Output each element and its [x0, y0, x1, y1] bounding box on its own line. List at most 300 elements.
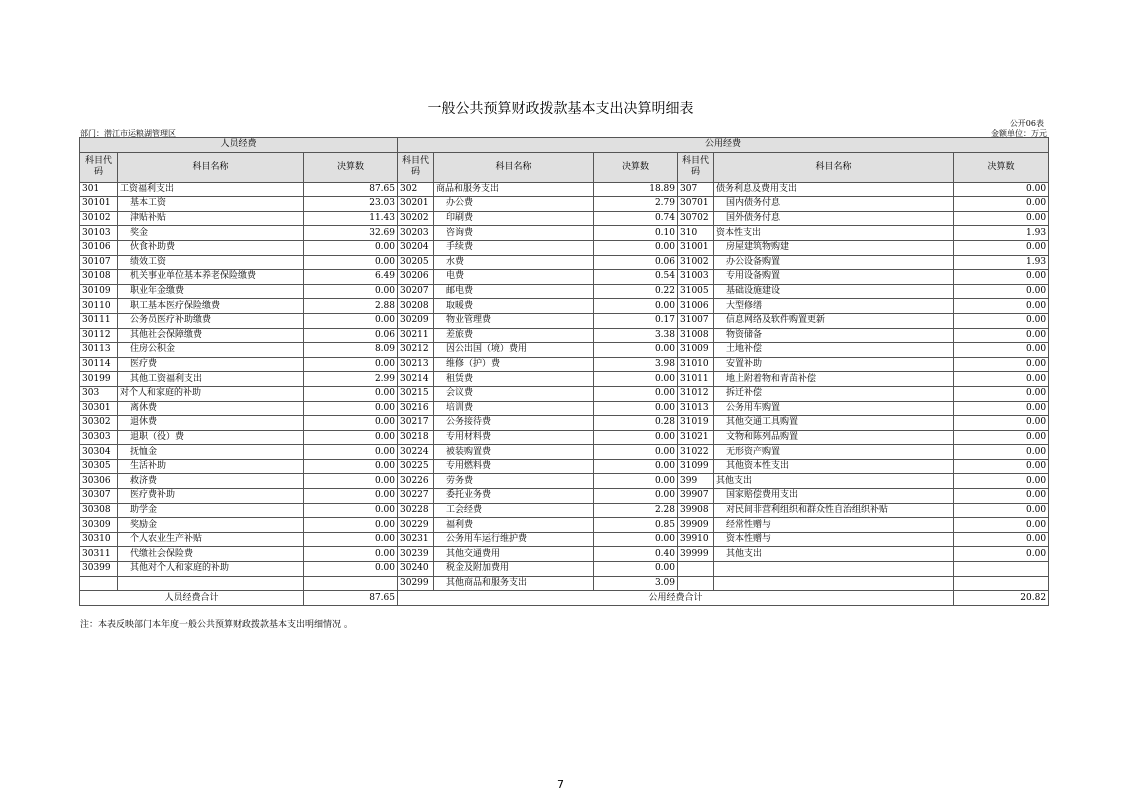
code-cell: 30225 — [398, 459, 434, 474]
name-cell: 地上附着物和青苗补偿 — [714, 372, 954, 387]
table-row — [80, 197, 1049, 212]
name-cell: 无形资产购置 — [714, 445, 954, 460]
name-cell: 公务员医疗补助缴费 — [118, 313, 304, 328]
amount-cell: 0.00 — [304, 532, 398, 547]
amount-cell: 0.00 — [954, 474, 1049, 489]
name-cell: 国内债务付息 — [714, 197, 954, 212]
name-cell: 对民间非营利组织和群众性自治组织补贴 — [714, 503, 954, 518]
table-row — [80, 430, 1049, 445]
name-cell: 会议费 — [434, 386, 594, 401]
amount-cell: 0.00 — [594, 459, 678, 474]
amount-cell: 0.00 — [304, 518, 398, 533]
amount-header: 决算数 — [954, 152, 1049, 182]
group-header-row — [80, 138, 1049, 153]
name-cell: 离休费 — [118, 401, 304, 416]
name-cell: 邮电费 — [434, 284, 594, 299]
name-cell: 机关事业单位基本养老保险缴费 — [118, 270, 304, 285]
amount-cell: 0.00 — [304, 313, 398, 328]
public-total-value: 20.82 — [954, 591, 1049, 606]
amount-cell: 0.00 — [954, 197, 1049, 212]
code-cell: 30306 — [80, 474, 118, 489]
page-number: 7 — [557, 778, 564, 791]
code-cell: 30215 — [398, 386, 434, 401]
code-cell — [678, 576, 714, 591]
code-cell: 31005 — [678, 284, 714, 299]
table-row — [80, 270, 1049, 285]
code-cell: 30113 — [80, 343, 118, 358]
table-row — [80, 547, 1049, 562]
code-cell: 30106 — [80, 240, 118, 255]
code-cell: 30229 — [398, 518, 434, 533]
amount-cell: 8.09 — [304, 343, 398, 358]
name-cell: 国外债务付息 — [714, 211, 954, 226]
code-cell: 31010 — [678, 357, 714, 372]
table-row — [80, 532, 1049, 547]
code-cell: 30240 — [398, 562, 434, 577]
name-cell: 其他社会保障缴费 — [118, 328, 304, 343]
name-header: 科目名称 — [714, 152, 954, 182]
code-cell: 30217 — [398, 416, 434, 431]
amount-cell: 0.06 — [304, 328, 398, 343]
code-cell: 30213 — [398, 357, 434, 372]
amount-cell: 0.00 — [594, 386, 678, 401]
name-cell: 其他支出 — [714, 547, 954, 562]
code-cell — [80, 576, 118, 591]
amount-cell: 2.28 — [594, 503, 678, 518]
code-cell: 39999 — [678, 547, 714, 562]
code-cell: 30108 — [80, 270, 118, 285]
name-cell: 其他资本性支出 — [714, 459, 954, 474]
table-row — [80, 401, 1049, 416]
name-cell: 大型修缮 — [714, 299, 954, 314]
name-cell: 其他交通工具购置 — [714, 416, 954, 431]
amount-cell: 1.93 — [954, 226, 1049, 241]
code-cell: 30228 — [398, 503, 434, 518]
page-title: 一般公共预算财政拨款基本支出决算明细表 — [427, 101, 694, 117]
amount-cell — [954, 576, 1049, 591]
name-cell: 培训费 — [434, 401, 594, 416]
code-cell: 30111 — [80, 313, 118, 328]
code-cell: 30303 — [80, 430, 118, 445]
name-cell: 退休费 — [118, 416, 304, 431]
table-row — [80, 562, 1049, 577]
table-row — [80, 459, 1049, 474]
name-cell: 咨询费 — [434, 226, 594, 241]
name-cell: 工会经费 — [434, 503, 594, 518]
code-cell: 302 — [398, 182, 434, 197]
name-header: 科目名称 — [118, 152, 304, 182]
code-cell: 30199 — [80, 372, 118, 387]
name-cell: 文物和陈列品购置 — [714, 430, 954, 445]
code-cell: 39910 — [678, 532, 714, 547]
name-cell: 房屋建筑物购建 — [714, 240, 954, 255]
amount-cell: 3.38 — [594, 328, 678, 343]
code-cell: 31022 — [678, 445, 714, 460]
code-cell: 31099 — [678, 459, 714, 474]
amount-cell: 0.00 — [594, 489, 678, 504]
amount-cell: 0.00 — [954, 386, 1049, 401]
expenditure-table — [79, 137, 1049, 606]
amount-cell: 0.00 — [954, 547, 1049, 562]
amount-cell: 0.00 — [954, 343, 1049, 358]
amount-cell: 0.85 — [594, 518, 678, 533]
code-cell: 399 — [678, 474, 714, 489]
table-row — [80, 416, 1049, 431]
code-cell: 30204 — [398, 240, 434, 255]
code-cell: 31008 — [678, 328, 714, 343]
amount-cell: 0.00 — [954, 372, 1049, 387]
name-cell: 福利费 — [434, 518, 594, 533]
table-row — [80, 386, 1049, 401]
table-row — [80, 474, 1049, 489]
name-cell: 国家赔偿费用支出 — [714, 489, 954, 504]
amount-cell: 0.00 — [304, 489, 398, 504]
table-row — [80, 240, 1049, 255]
name-cell: 医疗费 — [118, 357, 304, 372]
name-header: 科目名称 — [434, 152, 594, 182]
amount-cell: 0.00 — [304, 240, 398, 255]
amount-cell: 0.00 — [954, 445, 1049, 460]
amount-cell: 0.00 — [304, 386, 398, 401]
name-cell: 资本性赠与 — [714, 532, 954, 547]
code-cell: 31003 — [678, 270, 714, 285]
name-cell: 个人农业生产补贴 — [118, 532, 304, 547]
amount-cell: 0.00 — [594, 343, 678, 358]
amount-cell: 0.00 — [954, 357, 1049, 372]
code-cell: 30216 — [398, 401, 434, 416]
code-cell: 310 — [678, 226, 714, 241]
name-cell: 公务用车运行维护费 — [434, 532, 594, 547]
amount-cell: 0.00 — [954, 270, 1049, 285]
name-cell: 办公费 — [434, 197, 594, 212]
code-cell: 39909 — [678, 518, 714, 533]
name-cell: 债务利息及费用支出 — [714, 182, 954, 197]
amount-cell: 87.65 — [304, 182, 398, 197]
name-cell: 代缴社会保险费 — [118, 547, 304, 562]
amount-cell: 0.00 — [954, 430, 1049, 445]
code-cell: 30307 — [80, 489, 118, 504]
name-cell: 基本工资 — [118, 197, 304, 212]
code-cell: 30205 — [398, 255, 434, 270]
name-cell: 差旅费 — [434, 328, 594, 343]
amount-cell: 0.00 — [304, 430, 398, 445]
code-header: 科目代码 — [80, 152, 118, 182]
code-cell: 30310 — [80, 532, 118, 547]
amount-cell: 0.00 — [304, 503, 398, 518]
amount-cell: 0.00 — [954, 313, 1049, 328]
amount-cell: 0.00 — [304, 547, 398, 562]
code-cell: 303 — [80, 386, 118, 401]
amount-cell: 0.00 — [304, 562, 398, 577]
code-cell: 31009 — [678, 343, 714, 358]
amount-cell: 0.10 — [594, 226, 678, 241]
amount-cell: 0.00 — [954, 401, 1049, 416]
code-cell: 30107 — [80, 255, 118, 270]
name-cell: 拆迁补偿 — [714, 386, 954, 401]
code-cell: 30208 — [398, 299, 434, 314]
table-row — [80, 372, 1049, 387]
name-cell: 其他对个人和家庭的补助 — [118, 562, 304, 577]
table-row — [80, 299, 1049, 314]
name-cell: 工资福利支出 — [118, 182, 304, 197]
name-cell: 维修（护）费 — [434, 357, 594, 372]
amount-cell: 0.00 — [304, 357, 398, 372]
name-cell: 其他工资福利支出 — [118, 372, 304, 387]
name-cell: 奖金 — [118, 226, 304, 241]
name-cell: 退职（役）费 — [118, 430, 304, 445]
personnel-total-value: 87.65 — [304, 591, 398, 606]
name-cell: 住房公积金 — [118, 343, 304, 358]
name-cell: 取暖费 — [434, 299, 594, 314]
amount-cell: 0.40 — [594, 547, 678, 562]
name-cell: 商品和服务支出 — [434, 182, 594, 197]
code-cell: 30224 — [398, 445, 434, 460]
amount-cell: 0.00 — [304, 445, 398, 460]
amount-cell: 1.93 — [954, 255, 1049, 270]
name-cell: 助学金 — [118, 503, 304, 518]
code-cell: 30206 — [398, 270, 434, 285]
amount-header: 决算数 — [304, 152, 398, 182]
code-cell: 307 — [678, 182, 714, 197]
amount-cell: 0.00 — [954, 532, 1049, 547]
name-cell: 安置补助 — [714, 357, 954, 372]
name-cell: 租赁费 — [434, 372, 594, 387]
personnel-group-header: 人员经费 — [80, 138, 398, 153]
code-cell: 30109 — [80, 284, 118, 299]
amount-cell — [304, 576, 398, 591]
code-cell: 30309 — [80, 518, 118, 533]
name-cell: 经常性赠与 — [714, 518, 954, 533]
name-cell — [714, 576, 954, 591]
name-cell: 物业管理费 — [434, 313, 594, 328]
code-cell — [678, 562, 714, 577]
code-cell: 30304 — [80, 445, 118, 460]
name-cell: 资本性支出 — [714, 226, 954, 241]
amount-cell: 0.00 — [594, 474, 678, 489]
amount-cell: 0.74 — [594, 211, 678, 226]
code-cell: 31007 — [678, 313, 714, 328]
code-cell: 30302 — [80, 416, 118, 431]
name-cell: 生活补助 — [118, 459, 304, 474]
name-cell: 手续费 — [434, 240, 594, 255]
name-cell: 电费 — [434, 270, 594, 285]
name-cell: 办公设备购置 — [714, 255, 954, 270]
amount-cell: 0.00 — [954, 518, 1049, 533]
amount-cell: 0.00 — [954, 416, 1049, 431]
code-cell: 30202 — [398, 211, 434, 226]
amount-cell: 0.54 — [594, 270, 678, 285]
amount-cell: 3.98 — [594, 357, 678, 372]
code-cell: 30114 — [80, 357, 118, 372]
name-cell: 被装购置费 — [434, 445, 594, 460]
code-cell: 30299 — [398, 576, 434, 591]
amount-cell: 0.00 — [594, 240, 678, 255]
amount-cell: 6.49 — [304, 270, 398, 285]
amount-cell: 0.00 — [954, 503, 1049, 518]
code-cell: 30239 — [398, 547, 434, 562]
totals-row — [80, 591, 1049, 606]
amount-cell: 0.00 — [954, 299, 1049, 314]
amount-cell: 0.00 — [594, 299, 678, 314]
code-cell: 30209 — [398, 313, 434, 328]
code-cell: 30203 — [398, 226, 434, 241]
amount-cell: 0.00 — [954, 284, 1049, 299]
amount-cell: 0.00 — [594, 562, 678, 577]
table-row — [80, 357, 1049, 372]
name-cell: 职业年金缴费 — [118, 284, 304, 299]
code-cell: 30301 — [80, 401, 118, 416]
table-row — [80, 226, 1049, 241]
name-cell: 土地补偿 — [714, 343, 954, 358]
amount-cell: 0.00 — [594, 401, 678, 416]
amount-cell: 0.17 — [594, 313, 678, 328]
code-cell: 31002 — [678, 255, 714, 270]
name-cell: 印刷费 — [434, 211, 594, 226]
table-row — [80, 343, 1049, 358]
name-cell: 专用材料费 — [434, 430, 594, 445]
footnote: 注：本表反映部门本年度一般公共预算财政拨款基本支出明细情况 。 — [80, 620, 353, 630]
name-cell: 基础设施建设 — [714, 284, 954, 299]
code-cell: 31021 — [678, 430, 714, 445]
amount-cell: 2.79 — [594, 197, 678, 212]
amount-cell: 23.03 — [304, 197, 398, 212]
amount-cell: 11.43 — [304, 211, 398, 226]
code-cell: 30305 — [80, 459, 118, 474]
code-cell: 30226 — [398, 474, 434, 489]
name-cell: 其他交通费用 — [434, 547, 594, 562]
amount-cell: 0.00 — [304, 474, 398, 489]
name-cell: 公务接待费 — [434, 416, 594, 431]
amount-cell: 0.00 — [954, 489, 1049, 504]
code-header: 科目代码 — [398, 152, 434, 182]
amount-cell: 0.00 — [304, 459, 398, 474]
name-cell: 水费 — [434, 255, 594, 270]
amount-header: 决算数 — [594, 152, 678, 182]
amount-cell: 0.00 — [594, 430, 678, 445]
code-cell: 39908 — [678, 503, 714, 518]
table-row — [80, 313, 1049, 328]
name-cell: 专用设备购置 — [714, 270, 954, 285]
amount-cell: 18.89 — [594, 182, 678, 197]
table-row — [80, 284, 1049, 299]
table-row — [80, 489, 1049, 504]
code-cell: 30112 — [80, 328, 118, 343]
code-cell: 30214 — [398, 372, 434, 387]
code-cell: 30101 — [80, 197, 118, 212]
code-cell: 31013 — [678, 401, 714, 416]
code-cell: 30701 — [678, 197, 714, 212]
table-row — [80, 211, 1049, 226]
table-row — [80, 328, 1049, 343]
amount-cell: 32.69 — [304, 226, 398, 241]
amount-cell: 3.09 — [594, 576, 678, 591]
code-cell: 30103 — [80, 226, 118, 241]
unit-label: 金额单位：万元 — [991, 129, 1047, 138]
name-cell: 奖励金 — [118, 518, 304, 533]
amount-cell — [954, 562, 1049, 577]
personnel-total-label: 人员经费合计 — [80, 591, 304, 606]
code-cell: 30102 — [80, 211, 118, 226]
name-cell: 津贴补贴 — [118, 211, 304, 226]
name-cell — [714, 562, 954, 577]
name-cell: 信息网络及软件购置更新 — [714, 313, 954, 328]
amount-cell: 0.00 — [304, 284, 398, 299]
amount-cell: 0.00 — [304, 255, 398, 270]
name-cell: 因公出国（境）费用 — [434, 343, 594, 358]
code-cell: 30211 — [398, 328, 434, 343]
amount-cell: 0.06 — [594, 255, 678, 270]
table-row — [80, 182, 1049, 197]
name-cell: 其他支出 — [714, 474, 954, 489]
code-cell: 30399 — [80, 562, 118, 577]
name-cell: 职工基本医疗保险缴费 — [118, 299, 304, 314]
code-header: 科目代码 — [678, 152, 714, 182]
amount-cell: 0.28 — [594, 416, 678, 431]
name-cell: 抚恤金 — [118, 445, 304, 460]
public-total-label: 公用经费合计 — [398, 591, 954, 606]
name-cell: 其他商品和服务支出 — [434, 576, 594, 591]
name-cell: 委托业务费 — [434, 489, 594, 504]
name-cell: 绩效工资 — [118, 255, 304, 270]
name-cell: 医疗费补助 — [118, 489, 304, 504]
code-cell: 30212 — [398, 343, 434, 358]
code-cell: 30110 — [80, 299, 118, 314]
code-cell: 30311 — [80, 547, 118, 562]
amount-cell: 0.00 — [954, 240, 1049, 255]
name-cell: 税金及附加费用 — [434, 562, 594, 577]
name-cell: 伙食补助费 — [118, 240, 304, 255]
column-header-row — [80, 152, 1049, 182]
code-cell: 31012 — [678, 386, 714, 401]
amount-cell: 0.00 — [954, 211, 1049, 226]
code-cell: 31011 — [678, 372, 714, 387]
table-row — [80, 576, 1049, 591]
table-row — [80, 255, 1049, 270]
code-cell: 30207 — [398, 284, 434, 299]
amount-cell: 0.00 — [304, 401, 398, 416]
code-cell: 30218 — [398, 430, 434, 445]
table-row — [80, 445, 1049, 460]
code-cell: 301 — [80, 182, 118, 197]
amount-cell: 0.00 — [954, 459, 1049, 474]
code-cell: 30308 — [80, 503, 118, 518]
department-label: 部门：潜江市运粮湖管理区 — [80, 129, 176, 138]
name-cell: 救济费 — [118, 474, 304, 489]
amount-cell: 2.99 — [304, 372, 398, 387]
code-cell: 31001 — [678, 240, 714, 255]
amount-cell: 0.22 — [594, 284, 678, 299]
amount-cell: 2.88 — [304, 299, 398, 314]
amount-cell: 0.00 — [594, 532, 678, 547]
code-cell: 31006 — [678, 299, 714, 314]
code-cell: 30227 — [398, 489, 434, 504]
table-row — [80, 518, 1049, 533]
public-group-header: 公用经费 — [398, 138, 1049, 153]
name-cell — [118, 576, 304, 591]
code-cell: 30201 — [398, 197, 434, 212]
amount-cell: 0.00 — [594, 372, 678, 387]
name-cell: 物资储备 — [714, 328, 954, 343]
amount-cell: 0.00 — [954, 328, 1049, 343]
name-cell: 对个人和家庭的补助 — [118, 386, 304, 401]
amount-cell: 0.00 — [304, 416, 398, 431]
code-cell: 30231 — [398, 532, 434, 547]
name-cell: 专用燃料费 — [434, 459, 594, 474]
form-number: 公开06表 — [1009, 119, 1044, 128]
amount-cell: 0.00 — [594, 445, 678, 460]
amount-cell: 0.00 — [954, 182, 1049, 197]
name-cell: 公务用车购置 — [714, 401, 954, 416]
